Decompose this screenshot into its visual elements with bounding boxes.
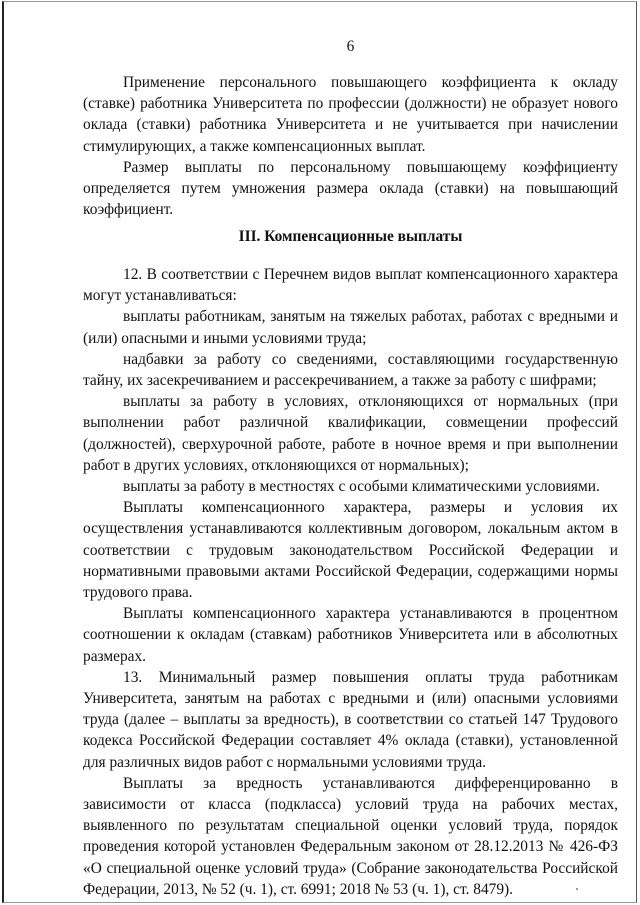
section-body xyxy=(83,264,618,900)
paragraph: выплаты работникам, занятым на тяжелых работах, работах с вредными и (или) опасными и иными условиями труда; xyxy=(83,308,618,347)
scan-speck xyxy=(576,888,578,890)
paragraph: выплаты за работу в условиях, отклоняющихся от нормальных (при выполнении работ различной квалификации, совмещении профессий (должностей), сверхурочной работе, работе в ночное время и при выполнении работ в других условиях, отклоняющихся от нормальных); xyxy=(83,393,618,474)
paragraph: выплаты за работу в местностях с особыми климатическими условиями. xyxy=(123,478,600,496)
section-heading-wrap xyxy=(83,226,618,247)
paragraph-13: 13. Минимальный размер повышения оплаты труда работникам Университета, занятым на работах с вредными и (или) опасными условиями труда (далее – выплаты за вредность), в соответствии со статьей 147 Трудового кодекса Российской Федерации составляет 4% оклада (ставки), установленной для различных видов работ с нормальными условиями труда. xyxy=(83,668,618,771)
section-heading: III. Компенсационные выплаты xyxy=(238,228,463,245)
paragraph: Выплаты компенсационного характера устанавливаются в процентном соотношении к окладам (ставкам) работников Университета или в абсолютных размерах. xyxy=(83,605,618,665)
paragraph-12: 12. В соответствии с Перечнем видов выплат компенсационного характера могут устанавливаться: xyxy=(83,266,618,305)
paragraph: надбавки за работу со сведениями, составляющими государственную тайну, их засекречиванием и рассекречиванием, а также за работу с шифрами; xyxy=(83,350,618,390)
page-number: 6 xyxy=(346,38,355,55)
paragraph: Выплаты за вредность устанавливаются дифференцированно в зависимости от класса (подкласса) условий труда на рабочих местах, выявленного по результатам специальной оценки условий труда, порядок проведения которой установлен Федеральным законом от 28.12.2013 № 426-ФЗ «О специальной оценке условий труда» (Собрание законодательства Российской Федерации, 2013, № 52 (ч. 1), ст. 6991; 2018 № 53 (ч. 1), ст. 8479). xyxy=(83,774,618,898)
paragraph: Применение персонального повышающего коэффициента к окладу (ставке) работника Университета по профессии (должности) не образует нового оклада (ставки) работника Университета и не учитывается при начислении стимулирующих, а также компенсационных выплат. xyxy=(83,74,618,155)
paragraph: Размер выплаты по персональному повышающему коэффициенту определяется путем умножения размера оклада (ставки) на повышающий коэффициент. xyxy=(83,158,618,219)
paragraph: Выплаты компенсационного характера, размеры и условия их осуществления устанавливаются коллективным договором, локальным актом в соответствии с трудовым законодательством Российской Федерации и нормативными правовыми актами Российской Федерации, содержащими нормы трудового права. xyxy=(83,499,618,602)
intro-block xyxy=(83,72,618,220)
